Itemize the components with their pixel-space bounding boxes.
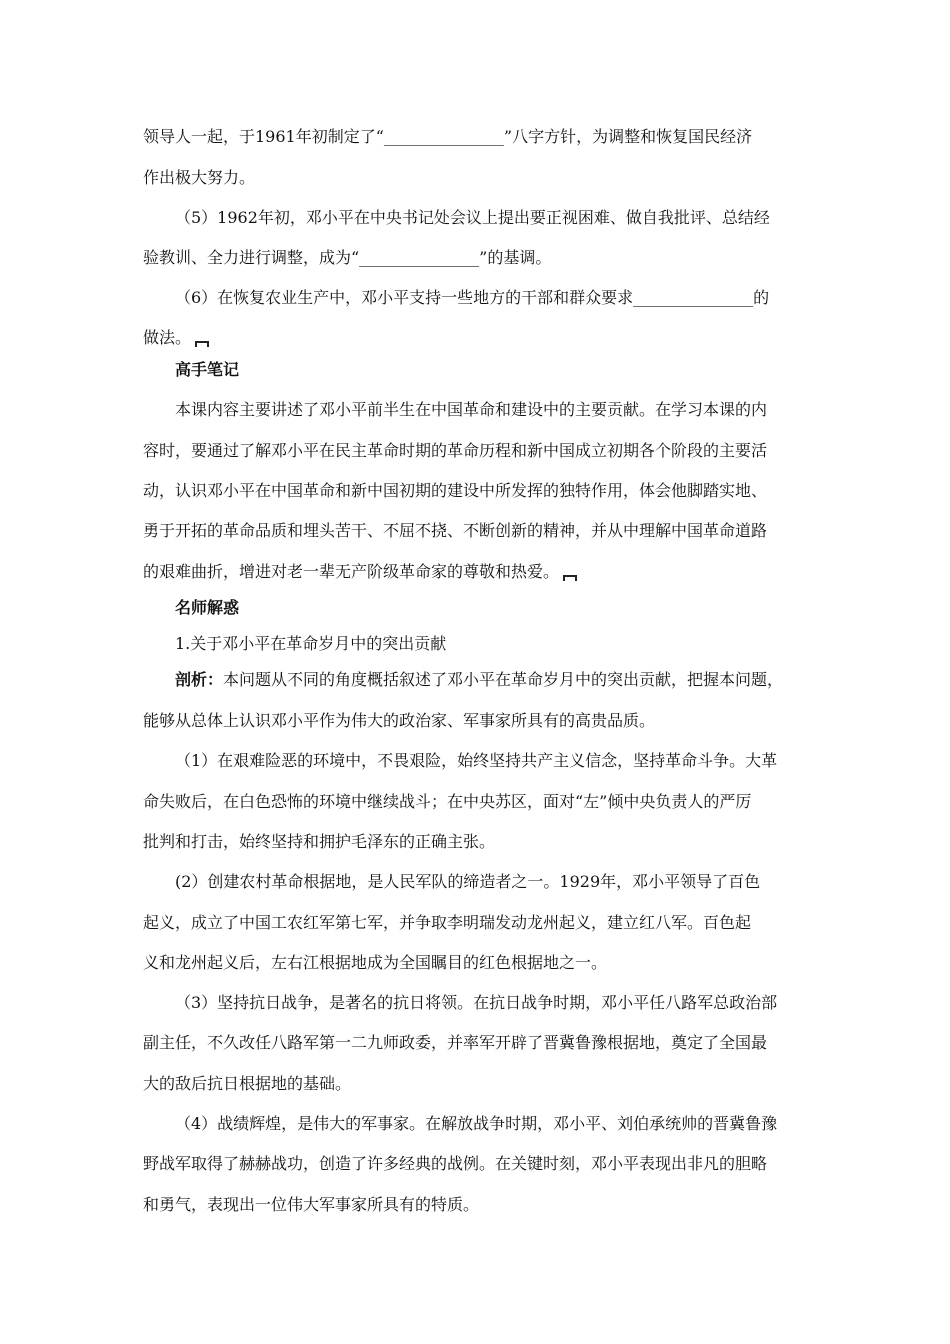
text-line: 能够从总体上认识邓小平作为伟大的政治家、军事家所具有的高贵品质。 <box>143 711 656 730</box>
text-line: 验教训、全力进行调整，成为“_______________”的基调。 <box>143 248 552 267</box>
text-line: 和勇气，表现出一位伟大军事家所具有的特质。 <box>143 1195 480 1214</box>
text-line: 副主任，不久改任八路军第一二九师政委，并率军开辟了晋冀鲁豫根据地，奠定了全国最 <box>143 1033 768 1052</box>
point-3: （3）坚持抗日战争，是著名的抗日将领。在抗日战争时期，邓小平任八路军总政治部 <box>175 993 778 1012</box>
text-line: 义和龙州起义后，左右江根据地成为全国瞩目的红色根据地之一。 <box>143 953 608 972</box>
point-2: (2）创建农村革命根据地，是人民军队的缔造者之一。1929年，邓小平领导了百色 <box>175 872 761 891</box>
point-1: （1）在艰难险恶的环境中，不畏艰险，始终坚持共产主义信念，坚持革命斗争。大革 <box>175 751 778 770</box>
text-line: 起义，成立了中国工农红军第七军，并争取李明瑞发动龙州起义，建立红八军。百色起 <box>143 913 752 932</box>
analysis-paragraph: 剖析：本问题从不同的角度概括叙述了邓小平在革命岁月中的突出贡献，把握本问题， <box>175 670 784 689</box>
text-line: 动，认识邓小平在中国革命和新中国初期的建设中所发挥的独特作用，体会他脚踏实地、 <box>143 481 768 500</box>
return-mark-icon <box>563 575 577 581</box>
question-5: （5）1962年初，邓小平在中央书记处会议上提出要正视困难、做自我批评、总结经 <box>175 208 770 227</box>
text-line: 作出极大努力。 <box>143 168 256 187</box>
question-6: （6）在恢复农业生产中，邓小平支持一些地方的干部和群众要求_______________的 <box>175 288 770 307</box>
faq-topic-title: 1.关于邓小平在革命岁月中的突出贡献 <box>175 634 447 653</box>
text-line: 容时，要通过了解邓小平在民主革命时期的革命历程和新中国成立初期各个阶段的主要活 <box>143 441 768 460</box>
text-line: 批判和打击，始终坚持和拥护毛泽东的正确主张。 <box>143 832 496 851</box>
text-line: 勇于开拓的革命品质和埋头苦干、不屈不挠、不断创新的精神，并从中理解中国革命道路 <box>143 521 768 540</box>
text-line: 做法。 <box>143 328 209 348</box>
return-mark-icon <box>195 341 209 347</box>
text-line: 大的敌后抗日根据地的基础。 <box>143 1074 352 1093</box>
notes-paragraph: 本课内容主要讲述了邓小平前半生在中国革命和建设中的主要贡献。在学习本课的内 <box>175 400 768 419</box>
text-line: 野战军取得了赫赫战功，创造了许多经典的战例。在关键时刻，邓小平表现出非凡的胆略 <box>143 1154 768 1173</box>
section-heading-notes: 高手笔记 <box>175 360 240 379</box>
analysis-label: 剖析： <box>175 670 224 689</box>
point-4: （4）战绩辉煌，是伟大的军事家。在解放战争时期，邓小平、刘伯承统帅的晋冀鲁豫 <box>175 1114 778 1133</box>
text-line: 命失败后，在白色恐怖的环境中继续战斗；在中央苏区，面对“左”倾中央负责人的严厉 <box>143 792 752 811</box>
text-line: 的艰难曲折，增进对老一辈无产阶级革命家的尊敬和热爱。 <box>143 562 577 582</box>
section-heading-faq: 名师解惑 <box>175 598 240 617</box>
text-line: 领导人一起，于1961年初制定了“_______________”八字方针，为调整和恢复国民经济 <box>143 127 753 146</box>
